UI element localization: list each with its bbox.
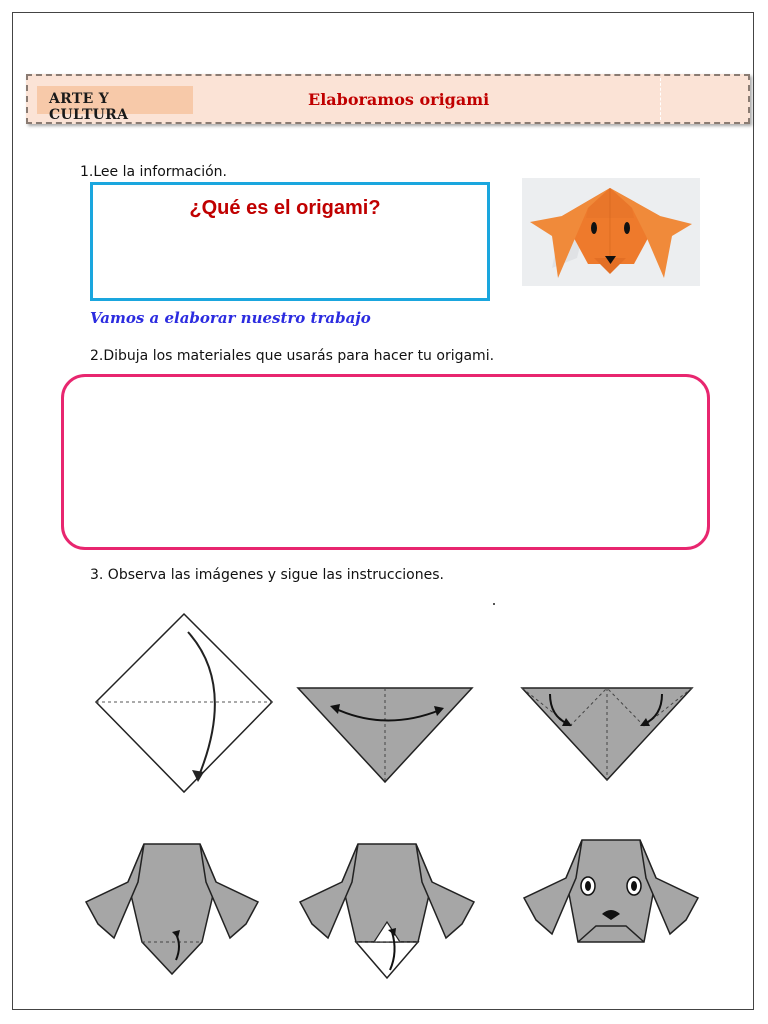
instruction-3: 3. Observa las imágenes y sigue las instrucciones. (90, 567, 444, 583)
instruction-2: 2.Dibuja los materiales que usarás para hacer tu origami. (90, 348, 495, 364)
step-3-fold-corners-back (520, 686, 694, 784)
header-bar (26, 74, 750, 124)
header-divider (660, 78, 661, 120)
subtitle: Vamos a elaborar nuestro trabajo (90, 309, 371, 327)
drawing-box[interactable] (61, 374, 710, 550)
step-4-ears (84, 842, 260, 976)
info-box-title: ¿Qué es el origami? (189, 197, 381, 219)
step-2-fold-corners-down (296, 686, 474, 786)
stray-dot (493, 603, 495, 605)
instruction-1: 1.Lee la información. (80, 164, 227, 180)
info-box[interactable] (90, 182, 490, 301)
step-6-finished-dog-face (522, 838, 700, 946)
step-5-fold-bottom (298, 842, 476, 980)
step-1-fold-diagonal (92, 610, 276, 796)
subject-box (37, 86, 193, 123)
subject-label: ARTE Y CULTURA (49, 91, 129, 123)
origami-dog-photo (522, 178, 700, 286)
page-title: Elaboramos origami (308, 90, 490, 109)
